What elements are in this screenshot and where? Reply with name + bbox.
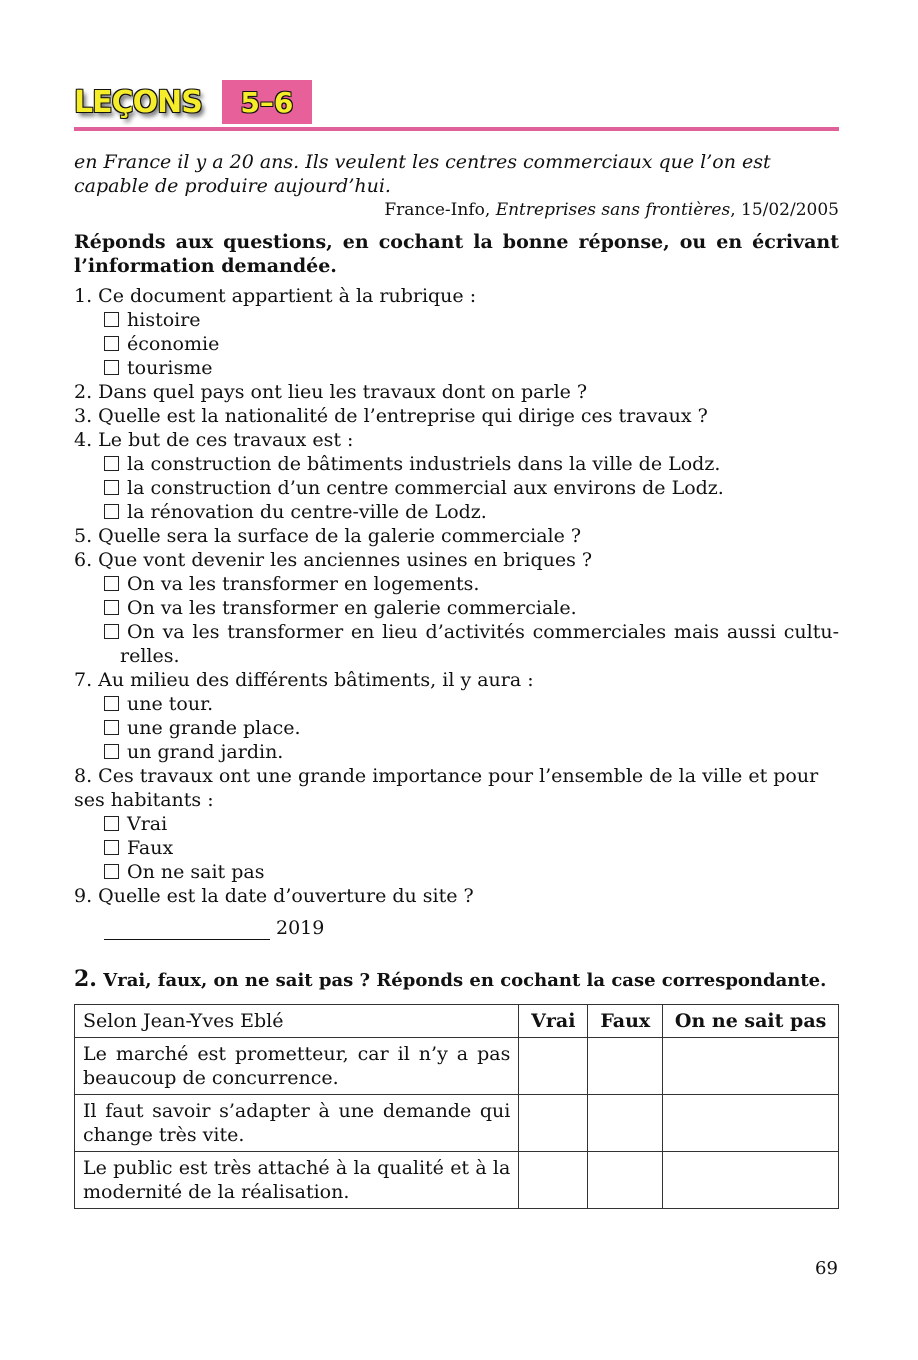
vrai-cell[interactable] <box>519 1152 588 1209</box>
option[interactable]: la construction d’un centre commercial aux environs de Lodz. <box>104 476 839 500</box>
option[interactable]: On va les transformer en logements. <box>104 572 839 596</box>
option[interactable]: économie <box>104 332 839 356</box>
source-citation <box>74 198 839 222</box>
checkbox[interactable] <box>104 576 119 591</box>
question: 1. Ce document appartient à la rubrique : <box>74 285 477 307</box>
intro-text: en France il y a 20 ans. Ils veulent les centres commerciaux que l’on est capable de produire aujourd’hui. <box>74 151 771 197</box>
answer-line <box>104 916 839 940</box>
instructions: Réponds aux questions, en cochant la bonne réponse, ou en écrivant l’information demandée. <box>74 231 839 277</box>
exercise-number: 2. <box>74 966 97 992</box>
checkbox[interactable] <box>104 456 119 471</box>
on-ne-sait-pas-cell[interactable] <box>663 1095 839 1152</box>
option[interactable]: la rénovation du centre-ville de Lodz. <box>104 500 839 524</box>
source-date: , 15/02/2005 <box>730 200 839 220</box>
checkbox[interactable] <box>104 504 119 519</box>
source-title: Entreprises sans frontières <box>495 200 731 220</box>
column-header: On ne sait pas <box>663 1005 839 1038</box>
exercise-title: Vrai, faux, on ne sait pas ? Réponds en cochant la case correspondante. <box>103 970 827 991</box>
faux-cell[interactable] <box>588 1095 663 1152</box>
true-false-table <box>74 1004 839 1209</box>
checkbox[interactable] <box>104 816 119 831</box>
lesson-number-badge <box>222 80 312 124</box>
statement-cell: Il faut savoir s’adapter à une demande qui change très vite. <box>75 1095 519 1152</box>
option[interactable]: une tour. <box>104 692 839 716</box>
question: 6. Que vont devenir les anciennes usines en briques ? <box>74 549 593 571</box>
table-header-row <box>75 1005 839 1038</box>
checkbox[interactable] <box>104 840 119 855</box>
question: 7. Au milieu des différents bâtiments, il y aura : <box>74 669 534 691</box>
lesson-number: 5–6 <box>240 85 294 119</box>
checkbox[interactable] <box>104 480 119 495</box>
option[interactable]: Vrai <box>104 812 839 836</box>
answer-blank[interactable] <box>104 921 270 940</box>
question: 9. Quelle est la date d’ouverture du site ? <box>74 885 474 907</box>
table-row <box>75 1038 839 1095</box>
vrai-cell[interactable] <box>519 1038 588 1095</box>
checkbox[interactable] <box>104 864 119 879</box>
statement-cell: Le marché est prometteur, car il n’y a pas beaucoup de concurrence. <box>75 1038 519 1095</box>
main-content <box>74 150 839 940</box>
option[interactable]: On ne sait pas <box>104 860 839 884</box>
header-divider <box>74 127 839 131</box>
checkbox[interactable] <box>104 624 119 639</box>
table-row <box>75 1152 839 1209</box>
faux-cell[interactable] <box>588 1152 663 1209</box>
checkbox[interactable] <box>104 744 119 759</box>
checkbox[interactable] <box>104 312 119 327</box>
lessons-title: LEÇONS <box>74 84 202 120</box>
option[interactable]: On va les transformer en galerie commerciale. <box>104 596 839 620</box>
option[interactable]: un grand jardin. <box>104 740 839 764</box>
source-prefix: France-Info, <box>384 200 496 220</box>
checkbox[interactable] <box>104 720 119 735</box>
lesson-header <box>74 80 312 124</box>
option[interactable]: Faux <box>104 836 839 860</box>
question: 8. Ces travaux ont une grande importance pour l’ensemble de la ville et pour ses habitants : <box>74 765 819 811</box>
page-number: 69 <box>815 1258 838 1279</box>
column-header: Vrai <box>519 1005 588 1038</box>
option[interactable]: On va les transformer en lieu d’activités commerciales mais aussi cultu-relles. <box>104 620 839 668</box>
statement-cell: Le public est très attaché à la qualité et à la modernité de la réalisation. <box>75 1152 519 1209</box>
column-header: Faux <box>588 1005 663 1038</box>
on-ne-sait-pas-cell[interactable] <box>663 1038 839 1095</box>
question: 5. Quelle sera la surface de la galerie commerciale ? <box>74 525 582 547</box>
option[interactable]: une grande place. <box>104 716 839 740</box>
checkbox[interactable] <box>104 360 119 375</box>
option[interactable]: tourisme <box>104 356 839 380</box>
question: 2. Dans quel pays ont lieu les travaux dont on parle ? <box>74 381 588 403</box>
question: 4. Le but de ces travaux est : <box>74 429 354 451</box>
table-row <box>75 1095 839 1152</box>
answer-suffix: 2019 <box>276 917 325 939</box>
checkbox[interactable] <box>104 336 119 351</box>
option[interactable]: histoire <box>104 308 839 332</box>
faux-cell[interactable] <box>588 1038 663 1095</box>
checkbox[interactable] <box>104 696 119 711</box>
option[interactable]: la construction de bâtiments industriels dans la ville de Lodz. <box>104 452 839 476</box>
vrai-cell[interactable] <box>519 1095 588 1152</box>
exercise-2-title <box>74 966 839 992</box>
on-ne-sait-pas-cell[interactable] <box>663 1152 839 1209</box>
column-header: Selon Jean-Yves Eblé <box>75 1005 519 1038</box>
checkbox[interactable] <box>104 600 119 615</box>
question: 3. Quelle est la nationalité de l’entreprise qui dirige ces travaux ? <box>74 405 708 427</box>
